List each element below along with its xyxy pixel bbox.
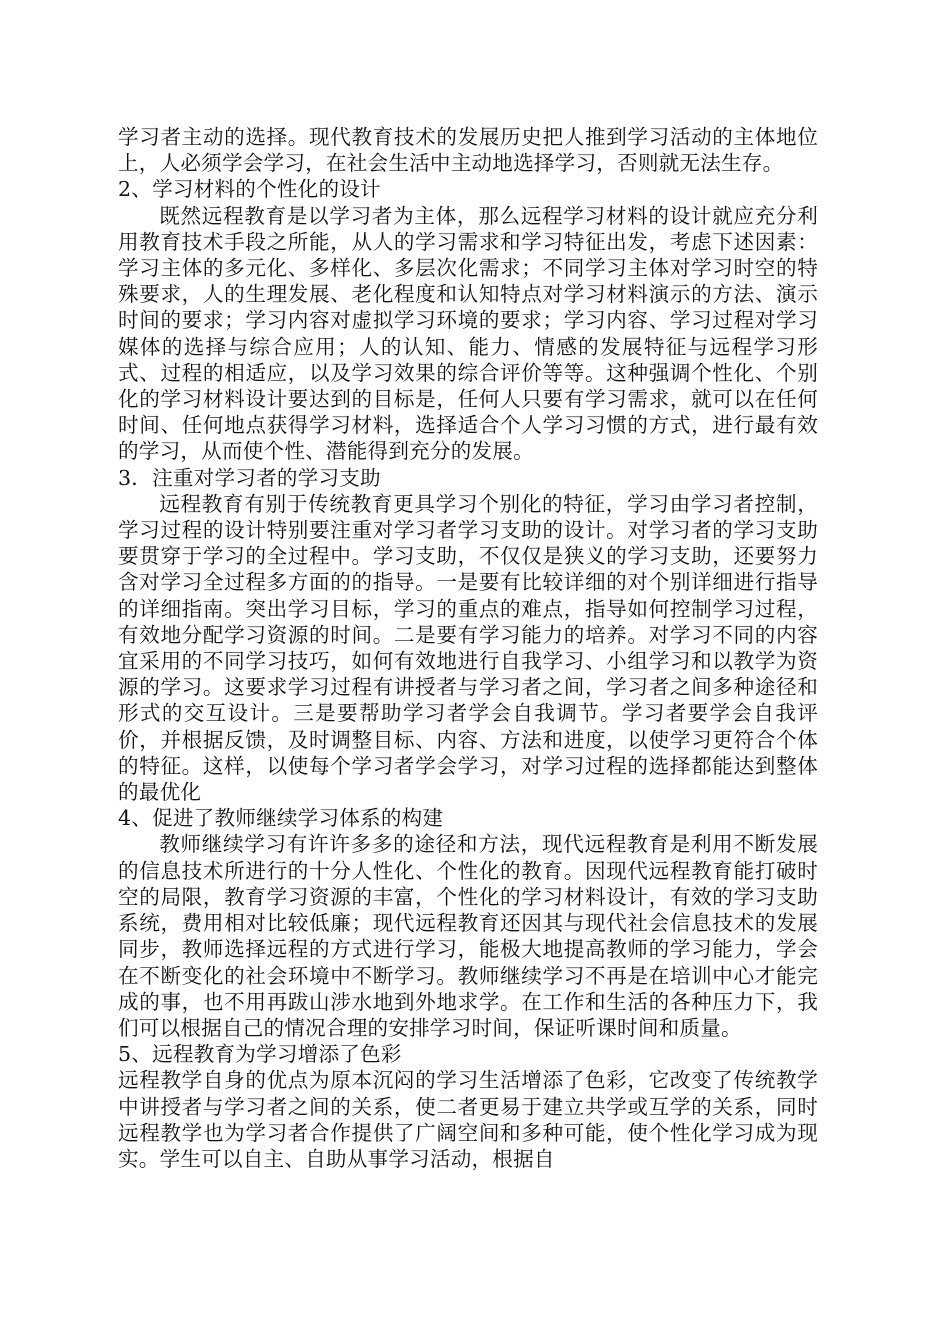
section-heading-2: 2、学习材料的个性化的设计	[118, 177, 381, 202]
paragraph-section-3: 远程教育有别于传统教育更具学习个别化的特征，学习由学习者控制，学习过程的设计特别要注重对学习者学习支助的设计。对学习者的学习支助要贯穿于学习的全过程中。学习支助，不仅仅是狭义的学习支助，还要努力含对学习全过程多方面的的指导。一是要有比较详细的对个别详细进行指导的详细指南。突出学习目标，学习的重点的难点，指导如何控制学习过程，有效地分配学习资源的时间。二是要有学习能力的培养。对学习不同的内容宜采用的不同学习技巧，如何有效地进行自我学习、小组学习和以教学为资源的学习。这要求学习过程有讲授者与学习者之间，学习者之间多种途径和形式的交互设计。三是要帮助学习者学会自我调节。学习者要学会自我评价，并根据反馈，及时调整目标、内容、方法和进度，以使学习更符合个体的特征。这样，以使每个学习者学会学习，对学习过程的选择都能达到整体的最优化	[118, 491, 818, 805]
document-page	[118, 124, 818, 1172]
section-heading-4: 4、促进了教师继续学习体系的构建	[118, 806, 444, 831]
paragraph-section-2: 既然远程教育是以学习者为主体，那么远程学习材料的设计就应充分利用教育技术手段之所能，从人的学习需求和学习特征出发，考虑下述因素：学习主体的多元化、多样化、多层次化需求；不同学习主体对学习时空的特殊要求，人的生理发展、老化程度和认知特点对学习材料演示的方法、演示时间的要求；学习内容对虚拟学习环境的要求；学习内容、学习过程对学习媒体的选择与综合应用；人的认知、能力、情感的发展特征与远程学习形式、过程的相适应，以及学习效果的综合评价等等。这种强调个性化、个别化的学习材料设计要达到的目标是，任何人只要有学习需求，就可以在任何时间、任何地点获得学习材料，选择适合个人学习习惯的方式，进行最有效的学习，从而使个性、潜能得到充分的发展。	[118, 203, 818, 464]
section-heading-5: 5、远程教育为学习增添了色彩	[118, 1042, 402, 1067]
section-heading-3: 3．注重对学习者的学习支助	[118, 465, 381, 490]
paragraph-section-5: 远程教学自身的优点为原本沉闷的学习生活增添了色彩，它改变了传统教学中讲授者与学习者之间的关系，使二者更易于建立共学或互学的关系，同时远程教学也为学习者合作提供了广阔空间和多种可能，使个性化学习成为现实。学生可以自主、自助从事学习活动，根据自	[118, 1068, 818, 1171]
paragraph-section-4: 教师继续学习有许许多多的途径和方法，现代远程教育是利用不断发展的信息技术所进行的十分人性化、个性化的教育。因现代远程教育能打破时空的局限，教育学习资源的丰富，个性化的学习材料设计，有效的学习支助系统，费用相对比较低廉；现代远程教育还因其与现代社会信息技术的发展同步，教师选择远程的方式进行学习，能极大地提高教师的学习能力，学会在不断变化的社会环境中不断学习。教师继续学习不再是在培训中心才能完成的事，也不用再跋山涉水地到外地求学。在工作和生活的各种压力下，我们可以根据自己的情况合理的安排学习时间，保证听课时间和质量。	[118, 832, 818, 1040]
paragraph-intro: 学习者主动的选择。现代教育技术的发展历史把人推到学习活动的主体地位上，人必须学会学习，在社会生活中主动地选择学习，否则就无法生存。	[118, 125, 818, 176]
